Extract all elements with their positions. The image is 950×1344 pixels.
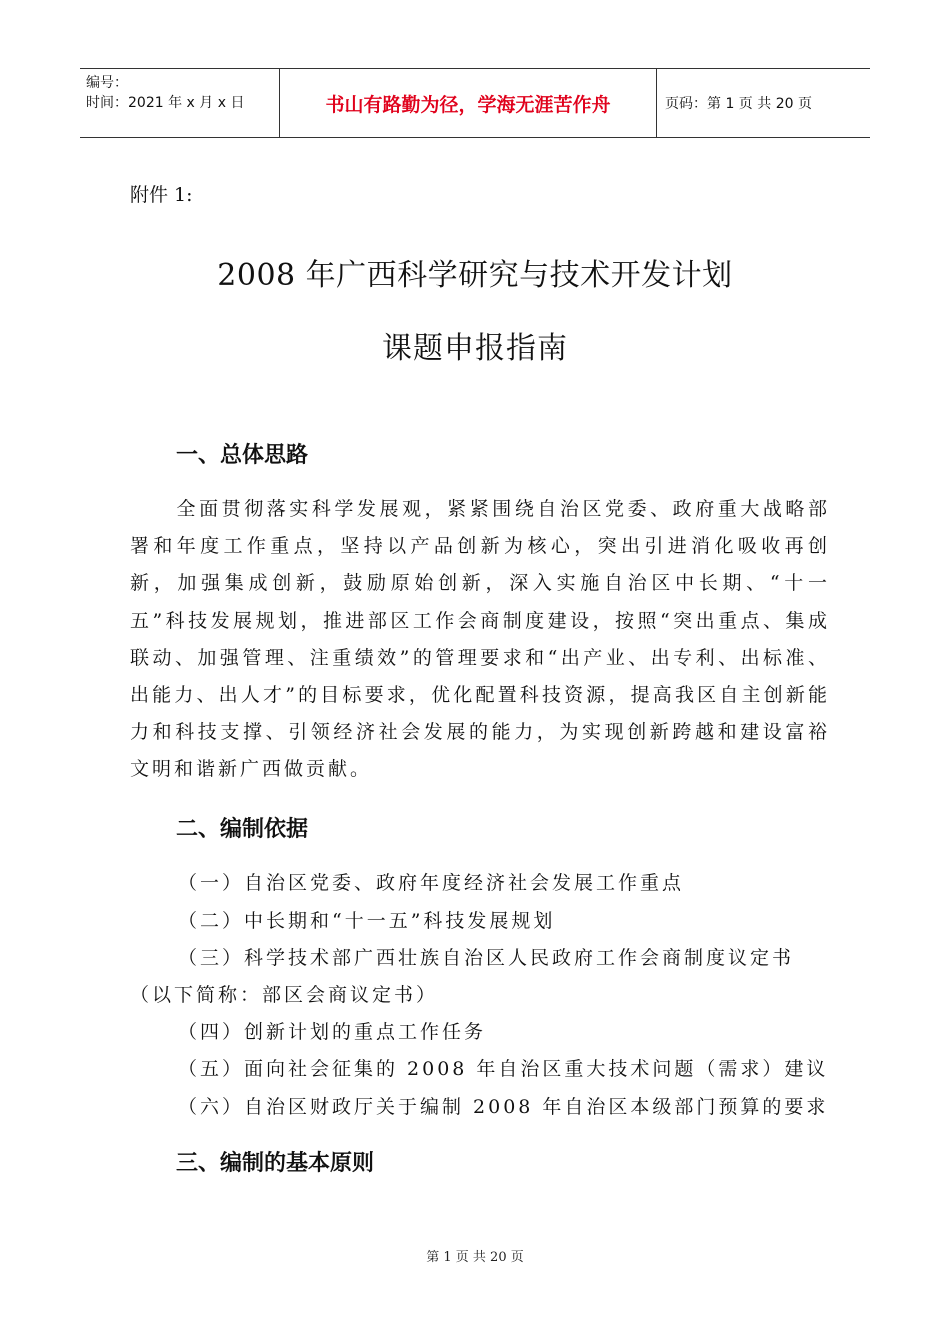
- basis-item: （二）中长期和“十一五”科技发展规划: [178, 910, 556, 932]
- section-1-paragraph: [130, 491, 830, 789]
- header-meta: [80, 69, 280, 137]
- basis-item: （四）创新计划的重点工作任务: [178, 1021, 487, 1043]
- attachment-label: 附件 1:: [130, 184, 193, 206]
- header-table: [80, 68, 870, 138]
- page-footer: 第 1 页 共 20 页: [426, 1250, 524, 1265]
- header-page-info: 页码：第 1 页 共 20 页: [665, 96, 812, 112]
- basis-item: （六）自治区财政厅关于编制 2008 年自治区本级部门预算的要求: [178, 1096, 829, 1118]
- section-heading-1: 一、总体思路: [176, 443, 309, 468]
- number-label: 编号：: [86, 75, 128, 91]
- section-heading-3: 三、编制的基本原则: [176, 1151, 375, 1176]
- document-title: 2008 年广西科学研究与技术开发计划: [217, 258, 733, 293]
- document-subtitle: 课题申报指南: [382, 331, 568, 366]
- basis-item-continuation: （以下简称：部区会商议定书）: [130, 984, 439, 1006]
- basis-item: （三）科学技术部广西壮族自治区人民政府工作会商制度议定书: [178, 947, 795, 969]
- section-heading-2: 二、编制依据: [176, 817, 309, 842]
- header-motto: 书山有路勤为径，学海无涯苦作舟: [280, 69, 657, 137]
- basis-item: （五）面向社会征集的 2008 年自治区重大技术问题（需求）建议: [178, 1058, 829, 1080]
- basis-item: （一）自治区党委、政府年度经济社会发展工作重点: [178, 872, 685, 894]
- section-1-text: 全面贯彻落实科学发展观，紧紧围绕自治区党委、政府重大战略部署和年度工作重点，坚持以产品创新为核心，突出引进消化吸收再创新，加强集成创新，鼓励原始创新，深入实施自治区中长期、“十一五”科技发展规划，推进部区工作会商制度建设，按照“突出重点、集成联动、加强管理、注重绩效”的管理要求和“出产业、出专利、出标准、出能力、出人才”的目标要求，优化配置科技资源，提高我区自主创新能力和科技支撑、引领经济社会发展的能力，为实现创新跨越和建设富裕文明和谐新广西做贡献。: [130, 498, 830, 781]
- time-label: 时间：2021 年 x 月 x 日: [86, 95, 245, 111]
